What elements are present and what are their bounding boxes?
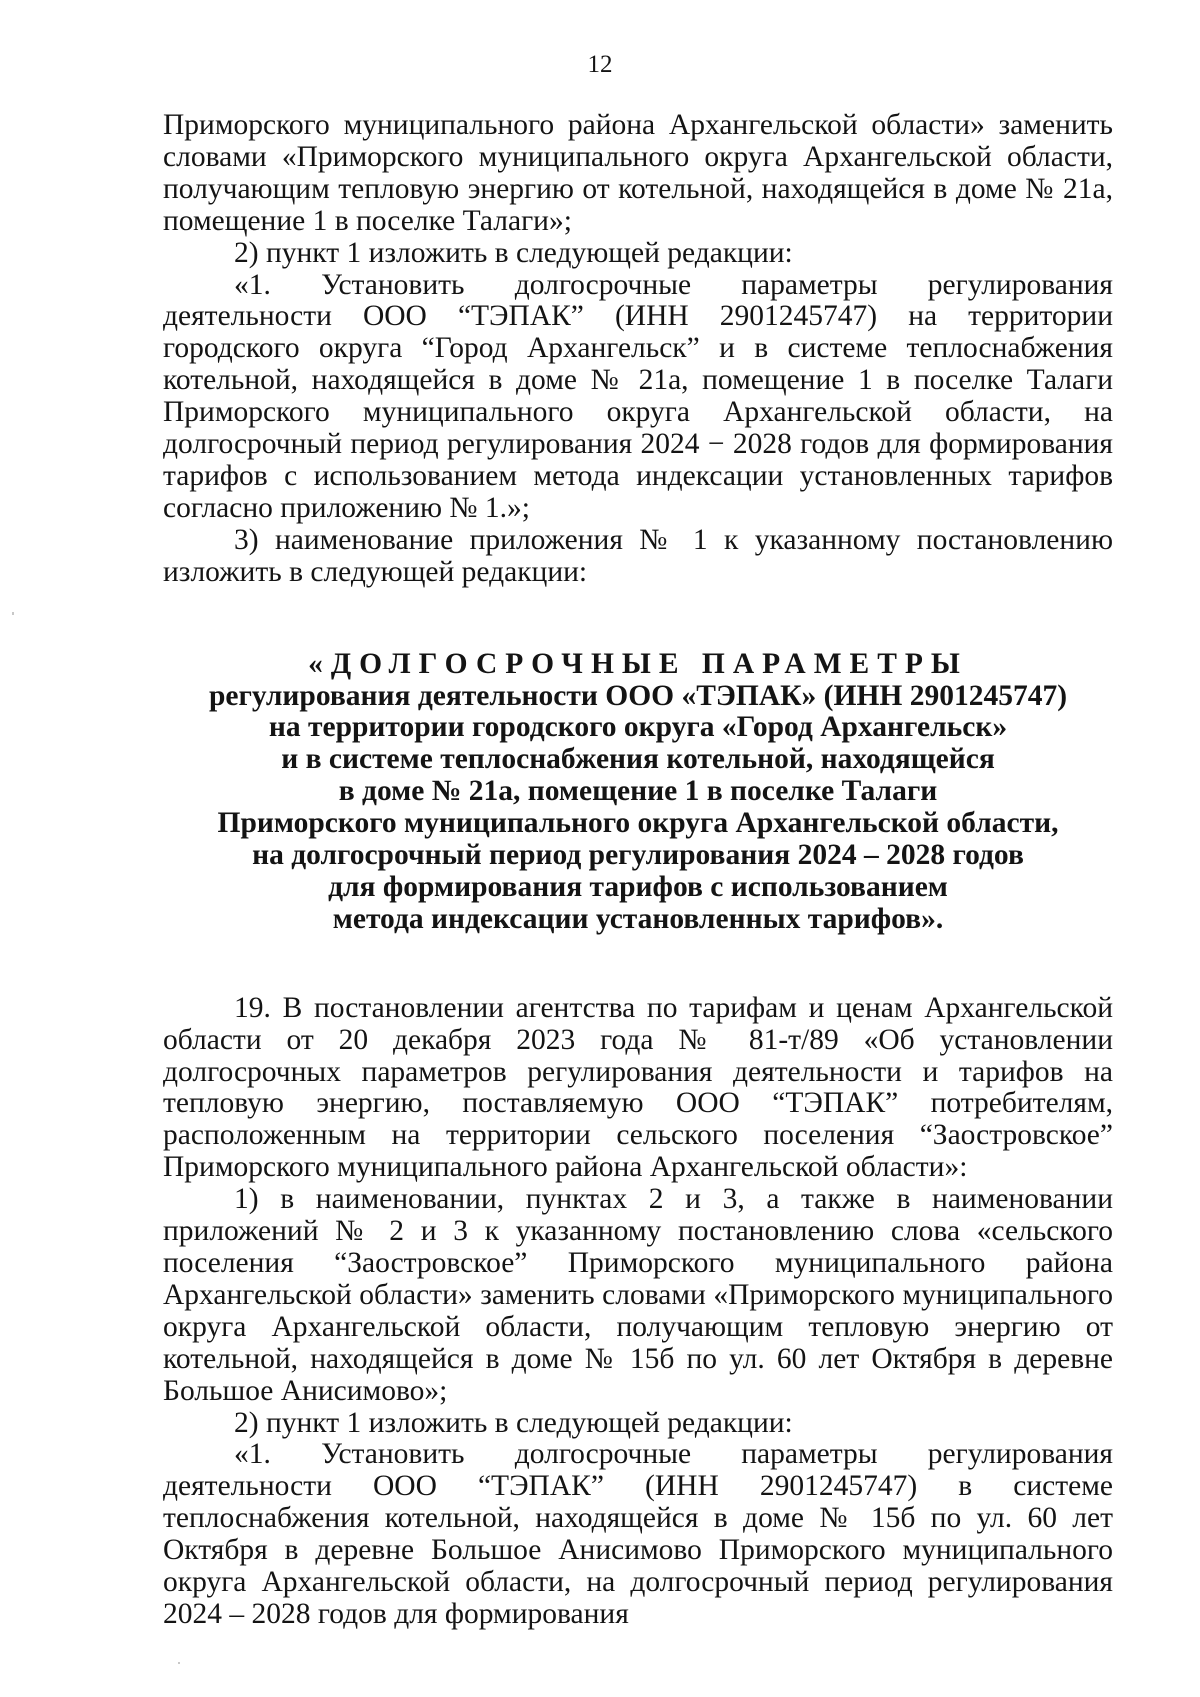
document-body [163, 110, 1113, 1631]
paragraphs-bottom [163, 993, 1113, 1631]
paragraph-item-3: 3) наименование приложения № 1 к указанному постановлению изложить в следующей редакции: [163, 523, 1113, 588]
paragraph-item-1: 1) в наименовании, пунктах 2 и 3, а также в наименовании приложений № 2 и 3 к указанному постановлению слова «сельского поселения “Заостровское” Приморского муниципального района Архангельской области» заменить словами «Приморского муниципального округа Архангельской области, получающим тепловую энергию от котельной, находящейся в доме № 15б по ул. 60 лет Октября в деревне Большое Анисимово»; [163, 1183, 1113, 1407]
appendix-heading-line: на долгосрочный период регулирования 2024 – 2028 годов [252, 839, 1024, 872]
appendix-heading-line: для формирования тарифов с использованием [328, 870, 948, 903]
appendix-heading-line: регулирования деятельности ООО «ТЭПАК» (ИНН 2901245747) [208, 679, 1068, 712]
paragraph-item-2: 2) пункт 1 изложить в следующей редакции: [234, 236, 793, 269]
appendix-heading-title: «ДОЛГОСРОЧНЫЕ ПАРАМЕТРЫ [308, 647, 968, 680]
appendix-heading-line: и в системе теплоснабжения котельной, находящейся [281, 743, 995, 776]
page-number: 12 [587, 51, 613, 78]
appendix-heading [163, 649, 1113, 936]
scan-speck [12, 612, 14, 615]
paragraphs-top [163, 110, 1113, 589]
appendix-heading-line: метода индексации установленных тарифов». [332, 902, 944, 935]
paragraph-section-19: 19. В постановлении агентства по тарифам и ценам Архангельской области от 20 декабря 2023 года № 81-т/89 «Об установлении долгосрочных параметров регулирования деятельности и тарифов на тепловую энергию, поставляемую ООО “ТЭПАК” потребителям, расположенным на территории сельского поселения “Заостровское” Приморского муниципального района Архангельской области»: [163, 991, 1113, 1184]
paragraph-item-2: 2) пункт 1 изложить в следующей редакции: [234, 1406, 793, 1439]
scan-speck [178, 1662, 180, 1664]
paragraph-quote-1: «1. Установить долгосрочные параметры регулирования деятельности ООО “ТЭПАК” (ИНН 2901245747) в системе теплоснабжения котельной, находящейся в доме № 15б по ул. 60 лет Октября в деревне Большое Анисимово Приморского муниципального округа Архангельской области, на долгосрочный период регулирования 2024 – 2028 годов для формирования [163, 1438, 1113, 1630]
appendix-heading-line: Приморского муниципального округа Архангельской области, [217, 807, 1059, 840]
appendix-heading-line: на территории городского округа «Город Архангельск» [268, 711, 1008, 744]
paragraph-quote-1: «1. Установить долгосрочные параметры регулирования деятельности ООО “ТЭПАК” (ИНН 2901245747) на территории городского округа “Город Архангельск” и в системе теплоснабжения котельной, находящейся в доме № 21а, помещение 1 в поселке Талаги Приморского муниципального округа Архангельской области, на долгосрочный период регулирования 2024 − 2028 годов для формирования тарифов с использованием метода индексации установленных тарифов согласно приложению № 1.»; [163, 268, 1113, 524]
appendix-heading-line: в доме № 21а, помещение 1 в поселке Талаги [338, 775, 938, 808]
paragraph-continuation: Приморского муниципального района Архангельской области» заменить словами «Приморского муниципального округа Архангельской области, получающим тепловую энергию от котельной, находящейся в доме № 21а, помещение 1 в поселке Талаги»; [163, 109, 1113, 237]
